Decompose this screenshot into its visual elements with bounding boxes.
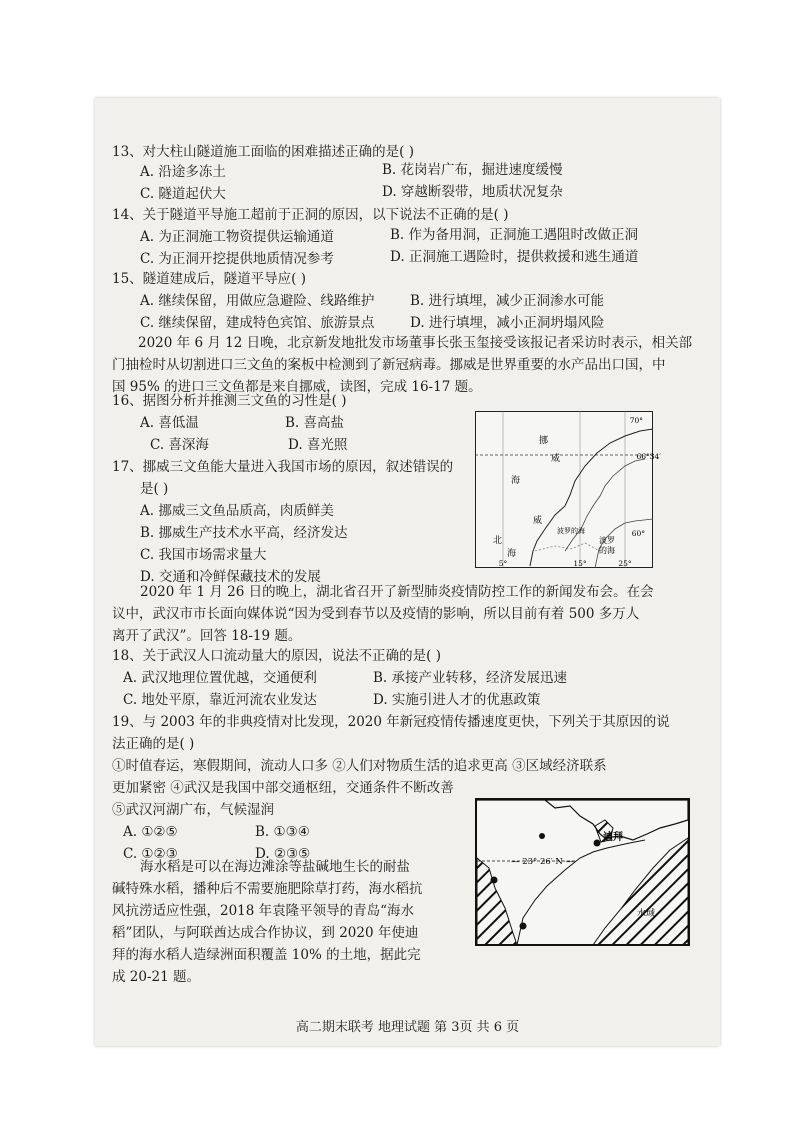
q15-option-a: A. 继续保留，用做应急避险、线路维护 (140, 293, 375, 309)
passage3-line5: 拜的海水稻人造绿洲面积覆盖 10% 的土地，据此完 (112, 947, 421, 963)
passage3-line3: 风抗涝适应性强，2018 年袁隆平领导的青岛“海水 (112, 903, 415, 919)
dubai-marker (594, 840, 601, 847)
q15-option-b: B. 进行填埋，减少正洞渗水可能 (410, 293, 605, 309)
q13-stem: 13、对大柱山隧道施工面临的困难描述正确的是( ) (112, 144, 415, 160)
passage1-line2: 门抽检时从切割进口三文鱼的案板中检测到了新冠病毒。挪威是世界重要的水产品出口国，中 (112, 357, 666, 373)
q17-option-c: C. 我国市场需求量大 (140, 547, 267, 563)
q14-stem: 14、关于隧道平导施工超前于正洞的原因，以下说法不正确的是( ) (112, 207, 509, 223)
passage2-line1: 2020 年 1 月 26 日的晚上，湖北省召开了新型肺炎疫情防控工作的新闻发布会。在会 (140, 584, 654, 600)
q13-option-a: A. 沿途多冻土 (140, 164, 226, 180)
lon-15-label: 15° (573, 559, 587, 568)
q17-stem: 17、挪威三文鱼能大量进入我国市场的原因，叙述错误的 (112, 459, 454, 475)
q19-option-a: A. ①②⑤ (123, 824, 178, 840)
uae-map-svg (475, 798, 690, 946)
q15-option-d: D. 进行填埋，减小正洞坍塌风险 (410, 315, 605, 331)
q19-stem-line2: 法正确的是( ) (112, 736, 195, 752)
q13-option-b: B. 花岗岩广布，掘进速度缓慢 (382, 162, 563, 178)
city-marker-3 (520, 923, 527, 930)
q13-option-c: C. 隧道起伏大 (140, 186, 226, 202)
map-label-beihai-hai: 海 (507, 549, 517, 559)
norway-map (475, 411, 661, 568)
map-label-baltic2: 波罗 (599, 536, 615, 545)
norway-map-svg (475, 411, 661, 568)
city-marker-1 (539, 833, 545, 839)
q19-option-d: D. ②③⑤ (255, 846, 311, 862)
q18-option-b: B. 承接产业转移，经济发展迅速 (373, 670, 568, 686)
passage3-line2: 碱特殊水稻，播种后不需要施肥除草打药，海水稻抗 (112, 881, 423, 897)
q16-option-b: B. 喜高盐 (285, 415, 345, 431)
q16-option-c: C. 喜深海 (150, 437, 209, 453)
q19-option-c: C. ①②③ (123, 846, 178, 862)
page-footer: 高二期末联考 地理试题 第 3页 共 6 页 (295, 1020, 520, 1035)
uae-map (475, 798, 690, 946)
lat-6634-label: 66°34′ (636, 452, 661, 461)
q18-option-a: A. 武汉地理位置优越，交通便利 (123, 670, 317, 686)
q14-option-a: A. 为正洞施工物资提供运输通道 (140, 229, 334, 245)
lat-70-label: 70° (629, 416, 643, 425)
dubai-label: 迪拜 (603, 832, 623, 843)
passage3-line1: 海水稻是可以在海边滩涂等盐碱地生长的耐盐 (140, 859, 410, 875)
q17-option-a: A. 挪威三文鱼品质高，肉质鲜美 (140, 503, 334, 519)
q14-option-c: C. 为正洞开挖提供地质情况参考 (140, 251, 334, 267)
passage3-line6: 成 20-21 题。 (112, 969, 201, 985)
map-label-nuo: 挪 (539, 436, 549, 446)
city-marker-2 (491, 877, 498, 884)
map-label-baltic: 波罗的海 (557, 527, 585, 535)
map-label-hai: 海 (511, 476, 521, 486)
passage2-line2: 议中，武汉市市长面向媒体说“因为受到春节以及疫情的影响，所以目前有着 500 多万人 (112, 606, 640, 622)
lon-5-label: 5° (498, 559, 508, 568)
map-label-wei: 威 (551, 454, 561, 464)
q17-option-d: D. 交通和冷鲜保藏技术的发展 (140, 569, 321, 585)
q14-option-d: D. 正洞施工遇险时，提供救援和逃生通道 (390, 249, 639, 265)
q17-stem-cont: 是( ) (140, 481, 169, 497)
q19-opt-line3: ⑤武汉河湖广布，气候湿润 (112, 802, 274, 818)
q18-stem: 18、关于武汉人口流动量大的原因，说法不正确的是( ) (112, 648, 442, 664)
passage1-line3: 国 95% 的进口三文鱼都是来自挪威，读图，完成 16-17 题。 (112, 379, 482, 395)
q18-option-c: C. 地处平原，靠近河流农业发达 (123, 692, 317, 708)
map-label-baltic3: 的海 (599, 546, 615, 555)
q16-option-a: A. 喜低温 (140, 415, 199, 431)
q15-option-c: C. 继续保留，建成特色宾馆、旅游景点 (140, 315, 375, 331)
q13-option-d: D. 穿越断裂带，地质状况复杂 (382, 184, 563, 200)
q16-stem: 16、据图分析并推测三文鱼的习性是( ) (112, 393, 347, 409)
map-label-wei2: 威 (533, 516, 543, 526)
q16-option-d: D. 喜光照 (288, 437, 348, 453)
q19-option-b: B. ①③④ (255, 824, 310, 840)
lat-60-label: 60° (631, 529, 645, 538)
lon-25-label: 25° (618, 559, 632, 568)
q17-option-b: B. 挪威生产技术水平高，经济发达 (140, 525, 348, 541)
passage3-line4: 稻”团队，与阿联酋达成合作协议，到 2020 年使迪 (112, 925, 419, 941)
map-label-bei: 北 (493, 536, 503, 546)
q14-option-b: B. 作为备用洞，正洞施工遇阻时改做正洞 (390, 227, 639, 243)
q18-option-d: D. 实施引进人才的优惠政策 (373, 692, 541, 708)
exam-page (95, 98, 720, 1046)
tropic-label: — 23° 26′ N — (511, 857, 575, 867)
passage2-line3: 离开了武汉”。回答 18-19 题。 (112, 628, 302, 644)
q19-opt-line1: ①时值春运，寒假期间，流动人口多 ②人们对物质生活的追求更高 ③区域经济联系 (112, 758, 607, 774)
passage1-line1: 2020 年 6 月 12 日晚，北京新发地批发市场董事长张玉玺接受该报记者采访时表示，相关部 (138, 335, 693, 351)
q19-stem-line1: 19、与 2003 年的非典疫情对比发现，2020 年新冠疫情传播速度更快，下列关于其原因的说 (112, 714, 670, 730)
q19-opt-line2: 更加紧密 ④武汉是我国中部交通枢纽，交通条件不断改善 (112, 780, 454, 796)
q15-stem: 15、隧道建成后，隧道平导应( ) (112, 271, 307, 287)
water-label: 水域 (637, 909, 656, 919)
